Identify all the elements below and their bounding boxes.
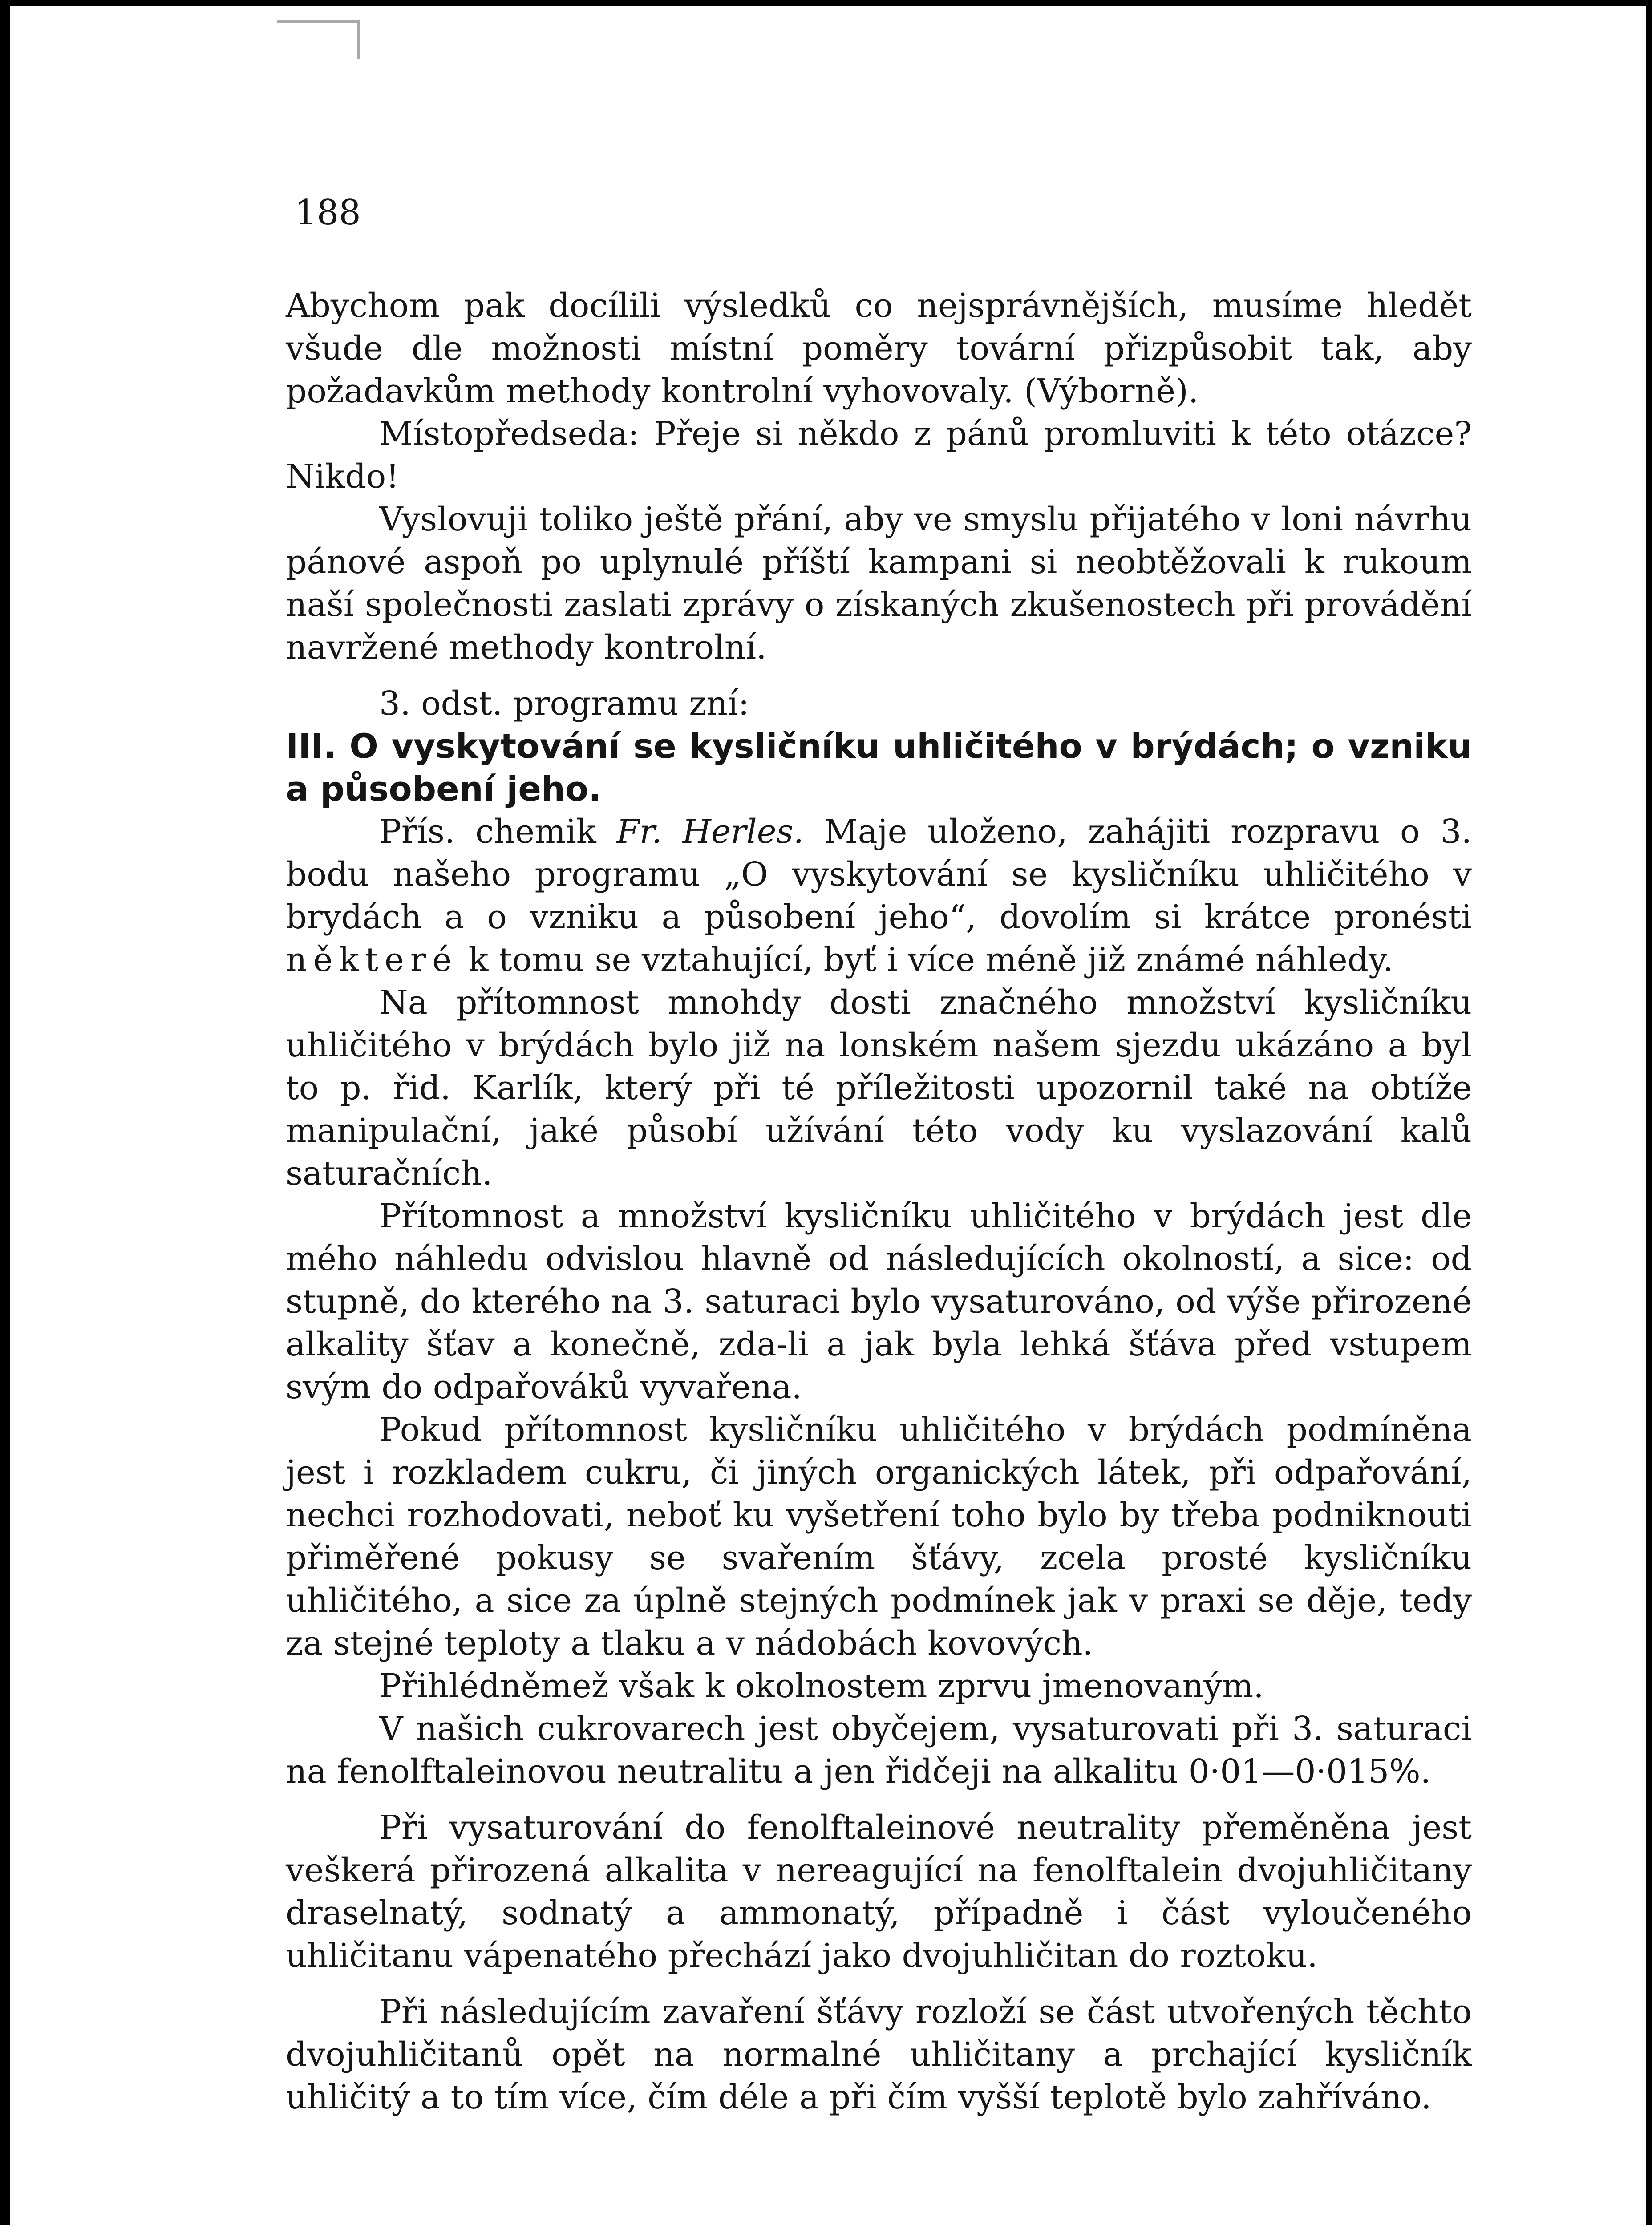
page-number: 188 (295, 193, 361, 233)
paragraph-10: V našich cukrovarech jest obyčejem, vysaturovati při 3. saturaci na fenolftaleinovou neutralitu a jen řidčeji na alkalitu 0·01—0·015%. (286, 1710, 1472, 1791)
body-text (286, 284, 1472, 2119)
paragraph-4: 3. odst. programu zní: (379, 684, 749, 723)
paragraph-11: Při vysaturování do fenolftaleinové neutrality přeměněna jest veškerá přirozená alkalita v nereagující na fenolftalein dvojuhličitany draselnatý, sodnatý a ammonatý, případně i část vyloučeného uhličitanu vápenatého přechází jako dvojuhličitan do roztoku. (286, 1808, 1472, 1975)
paragraph-2: Místopředseda: Přeje si někdo z pánů promluviti k této otázce? Nikdo! (286, 415, 1472, 496)
paragraph-8: Pokud přítomnost kysličníku uhličitého v brýdách podmíněna jest i rozkladem cukru, či jiných organických látek, při odpařování, nechci rozhodovati, neboť ku vyšetření toho bylo by třeba podniknouti přiměřené pokusy se svařením šťávy, zcela prosté kysličníku uhličitého, a sice za úplně stejných podmínek jak v praxi se děje, tedy za stejné teploty a tlaku a v nádobách kovových. (286, 1411, 1472, 1663)
paragraph-7: Přítomnost a množství kysličníku uhličitého v brýdách jest dle mého náhledu odvislou hlavně od následujících okolností, a sice: od stupně, do kterého na 3. saturaci bylo vysaturováno, od výše přirozené alkality šťav a konečně, zda-li a jak byla lehká šťáva před vstupem svým do odpařováků vyvařena. (286, 1197, 1472, 1406)
book-page (10, 6, 1646, 2225)
paragraph-5 (286, 810, 1472, 981)
paragraph-12: Při následujícím zavaření šťávy rozloží se část utvořených těchto dvojuhličitanů opět na normalné uhličitany a prchající kysličník uhličitý a to tím více, čím déle a při čím vyšší teplotě bylo zahříváno. (286, 1993, 1472, 2116)
paragraph-1: Abychom pak docílili výsledků co nejsprávnějších, musíme hledět všude dle možnosti místní poměry tovární přizpůsobit tak, aby požadavkům methody kontrolní vyhovovaly. (Výborně). (286, 287, 1472, 410)
paragraph-6: Na přítomnost mnohdy dosti značného množství kysličníku uhličitého v brýdách bylo již na lonském našem sjezdu ukázáno a byl to p. řid. Karlík, který při té příležitosti upozornil také na obtíže manipulační, jaké působí užívání této vody ku vyslazování kalů saturačních. (286, 983, 1472, 1193)
p5-text-b: k tomu se vztahující, byť i více méně již známé náhledy. (468, 941, 1393, 979)
paragraph-3: Vyslovuji toliko ještě přání, aby ve smyslu přijatého v loni návrhu pánové aspoň po uplynulé příští kampani si neobtěžovali k rukoum naší společnosti zaslati zprávy o získaných zkušenostech při provádění navržené methody kontrolní. (286, 500, 1472, 667)
speaker-name: Fr. Herles. (616, 813, 804, 851)
section-heading: III. O vyskytování se kysličníku uhličitého v brýdách; o vzniku a působení jeho. (286, 726, 1472, 809)
scan-corner-mark (277, 20, 360, 59)
p5-text-a: Maje uloženo, zahájiti rozpravu o 3. bodu našeho programu „O vyskytování se kysličníku uhličitého v brydách a o vzniku a působení jeho“, dovolím si krátce pronésti (286, 813, 1472, 936)
paragraph-9: Přihlédněmež však k okolnostem zprvu jmenovaným. (379, 1667, 1264, 1705)
p5-lead: Přís. chemik (379, 813, 596, 851)
spaced-word: některé (286, 941, 458, 979)
